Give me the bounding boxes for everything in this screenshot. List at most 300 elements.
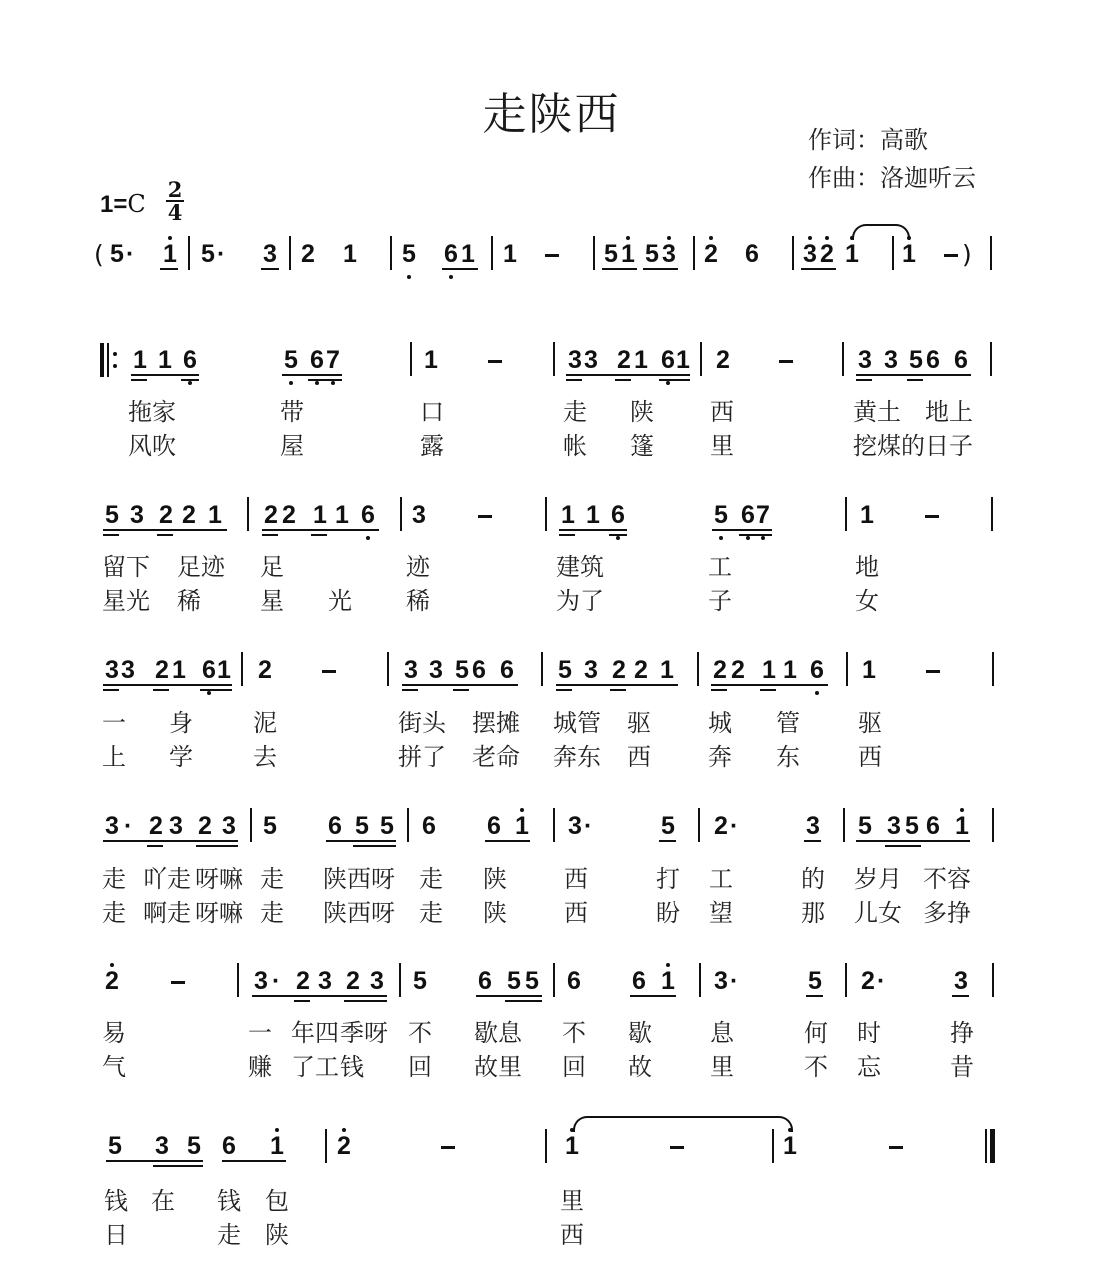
underline: [222, 1160, 286, 1162]
underline-2: [739, 534, 772, 536]
underline-2: [505, 1000, 542, 1002]
lyric-v1: 不: [408, 1019, 432, 1047]
note: 2: [258, 656, 272, 684]
note: 5: [105, 501, 119, 529]
intro-note-high: 1: [621, 240, 635, 268]
barline: [842, 342, 844, 376]
lyric-v2: 呀嘛: [195, 899, 243, 927]
barline: [491, 236, 493, 270]
lyric-v1: 包: [265, 1187, 289, 1215]
lyric-v2: 西: [858, 743, 882, 771]
lyric-v2: 奔东: [553, 743, 601, 771]
underline: [160, 268, 178, 270]
underline-2: [153, 689, 169, 691]
lyric-v2: 故里: [474, 1053, 522, 1081]
lyric-v2: 走: [419, 899, 443, 927]
lyric-v2: 老命: [472, 743, 520, 771]
barline: [188, 236, 190, 270]
underline: [103, 840, 238, 842]
augmentation-dot: ·: [730, 967, 739, 995]
underline: [856, 840, 970, 842]
barline: [400, 497, 402, 531]
lyric-v1: 迹: [406, 553, 430, 581]
barline: [992, 808, 994, 842]
lyric-v1: 息: [710, 1019, 734, 1047]
note: 6: [222, 1132, 236, 1160]
lyric-v2: 走: [217, 1221, 241, 1249]
note-high: 1: [783, 1132, 797, 1160]
underline: [252, 995, 387, 997]
note: 6: [422, 812, 436, 840]
note: 3: [887, 812, 901, 840]
underline-2: [609, 534, 627, 536]
intro-note-high: 1: [902, 240, 916, 268]
underline: [712, 529, 772, 531]
lyric-v2: 去: [253, 743, 277, 771]
time-signature: [166, 177, 184, 225]
intro-note: 5: [645, 240, 659, 268]
underline: [103, 529, 227, 531]
note: 1: [586, 501, 600, 529]
underline: [559, 529, 627, 531]
lyric-v2: 盼: [656, 899, 680, 927]
note: 1: [660, 656, 674, 684]
underline: [801, 268, 836, 270]
note-low: 7: [756, 501, 770, 529]
underline-2: [200, 689, 232, 691]
lyric-v1: 黄土: [853, 398, 901, 426]
lyric-v1: 挣: [950, 1019, 974, 1047]
note: 5: [380, 812, 394, 840]
note-low: 6: [310, 346, 324, 374]
note: 2: [346, 967, 360, 995]
note: 1: [217, 656, 231, 684]
sustain-dash: [926, 670, 940, 673]
lyric-v1: 钱: [217, 1187, 241, 1215]
note-high: 2: [105, 967, 119, 995]
lyric-v2: 风吹: [128, 432, 176, 460]
underline-2: [453, 689, 469, 691]
note: 3: [404, 656, 418, 684]
intro-note-high: 3: [662, 240, 676, 268]
note: 5: [525, 967, 539, 995]
note: 1: [676, 346, 690, 374]
barline: [407, 808, 409, 842]
song-title: 走陕西: [482, 89, 621, 140]
note-low: 6: [361, 501, 375, 529]
note: 5: [661, 812, 675, 840]
note-high: 1: [515, 812, 529, 840]
underline-2: [566, 379, 582, 381]
intro-note: 5: [604, 240, 618, 268]
underline-2: [856, 379, 872, 381]
lyric-v1: 身: [169, 709, 193, 737]
lyric-v1: 走: [563, 398, 587, 426]
underline-2: [344, 1000, 387, 1002]
lyric-v1: 不容: [923, 865, 971, 893]
lyric-v2: 为了: [556, 587, 604, 615]
note: 2: [731, 656, 745, 684]
barline: [553, 808, 555, 842]
note-low: 6: [661, 346, 675, 374]
note-low: 5: [284, 346, 298, 374]
note: 2: [634, 656, 648, 684]
note: 3: [121, 656, 135, 684]
lyric-v1: 陕西呀: [323, 865, 395, 893]
intro-note-low: 5: [402, 240, 416, 268]
lyric-v2: 陕: [483, 899, 507, 927]
lyric-v2: 了工: [291, 1053, 339, 1081]
lyric-v1: 陕: [483, 865, 507, 893]
note: 3: [858, 346, 872, 374]
note: 5: [355, 812, 369, 840]
note: 5: [263, 812, 277, 840]
note: 5: [413, 967, 427, 995]
lyric-v1: 驱: [858, 709, 882, 737]
underline-2: [659, 379, 690, 381]
underline: [804, 840, 821, 842]
lyric-v2: 望: [709, 899, 733, 927]
note: 1: [762, 656, 776, 684]
lyric-v1: 里: [560, 1187, 584, 1215]
underline-2: [181, 379, 199, 381]
note: 6: [954, 346, 968, 374]
lyric-v2: 挖煤的日子: [853, 432, 973, 460]
tie-slur: [852, 224, 910, 240]
lyric-v1: 管: [776, 709, 800, 737]
note-low: 6: [611, 501, 625, 529]
intro-note: 5: [110, 240, 124, 268]
lyric-v1: 走: [260, 865, 284, 893]
note: 5: [909, 346, 923, 374]
augmentation-dot: ·: [124, 812, 133, 840]
lyric-v1: 季呀: [340, 1019, 388, 1047]
note: 3: [412, 501, 426, 529]
underline-2: [262, 534, 278, 536]
note: 6: [567, 967, 581, 995]
lyric-v1: 拖家: [128, 398, 176, 426]
underline: [402, 684, 518, 686]
sustain-dash: [670, 1146, 684, 1149]
note: 2: [296, 967, 310, 995]
lyric-v2: 稀: [406, 587, 430, 615]
lyric-v1: 的: [801, 865, 825, 893]
underline: [659, 840, 676, 842]
augmentation-dot: ·: [730, 812, 739, 840]
note: 3: [584, 656, 598, 684]
lyric-v2: 星: [260, 587, 284, 615]
note: 3: [155, 1132, 169, 1160]
note: 3: [318, 967, 332, 995]
lyric-v2: 陕: [265, 1221, 289, 1249]
underline: [261, 268, 279, 270]
augmentation-dot: ·: [272, 967, 281, 995]
barline: [992, 652, 994, 686]
lyric-v1: 建筑: [556, 553, 604, 581]
lyric-v1: 城管: [553, 709, 601, 737]
lyric-v1: 呀嘛: [195, 865, 243, 893]
note: 2: [149, 812, 163, 840]
lyric-v1: 歇: [628, 1019, 652, 1047]
underline: [476, 995, 542, 997]
note: 1: [862, 656, 876, 684]
intro-open-paren: (: [94, 240, 104, 269]
lyric-v1: 吖走: [143, 865, 191, 893]
barline: [846, 652, 848, 686]
intro-note-low: 6: [444, 240, 458, 268]
lyric-v1: 钱: [104, 1187, 128, 1215]
note: 3: [806, 812, 820, 840]
sustain-dash: [925, 515, 939, 518]
underline-2: [131, 379, 147, 381]
augmentation-dot: ·: [877, 967, 886, 995]
composer-credit: 作曲：洛迦听云: [808, 164, 976, 192]
lyric-v2: 西: [560, 1221, 584, 1249]
lyric-v1: 不: [562, 1019, 586, 1047]
underline: [442, 268, 478, 270]
note-low: 6: [810, 656, 824, 684]
note: 3: [584, 346, 598, 374]
note: 1: [424, 346, 438, 374]
note: 3: [130, 501, 144, 529]
note: 1: [335, 501, 349, 529]
underline-2: [308, 379, 342, 381]
lyric-v2: 西: [564, 899, 588, 927]
lyric-v2: 日: [104, 1221, 128, 1249]
lyric-v2: 女: [855, 587, 879, 615]
lyric-v1: 留下: [102, 553, 150, 581]
underline: [711, 684, 828, 686]
barline: [845, 497, 847, 531]
lyric-v2: 不: [804, 1053, 828, 1081]
note-high: 1: [565, 1132, 579, 1160]
key-equals: =: [113, 191, 128, 218]
lyric-v1: 一: [248, 1019, 272, 1047]
underline-2: [556, 689, 572, 691]
intro-note: 1: [503, 240, 517, 268]
barline: [325, 1129, 327, 1163]
barline: [553, 963, 555, 997]
note: 3: [169, 812, 183, 840]
note: 1: [313, 501, 327, 529]
lyric-v2: 拼了: [398, 743, 446, 771]
lyric-v2: 光: [328, 587, 352, 615]
intro-note-high: 2: [704, 240, 718, 268]
intro-note: 5: [201, 240, 215, 268]
underline-2: [153, 1165, 203, 1167]
note: 2: [182, 501, 196, 529]
lyric-v1: 岁月: [854, 865, 902, 893]
note: 2: [861, 967, 875, 995]
note: 5: [507, 967, 521, 995]
lyric-v2: 儿女: [854, 899, 902, 927]
lyricist-credit: 作词：高歌: [808, 126, 928, 154]
note: 5: [455, 656, 469, 684]
lyric-v2: 钱: [340, 1053, 364, 1081]
note: 2: [716, 346, 730, 374]
barline: [992, 963, 994, 997]
underline-2: [311, 534, 327, 536]
lyric-v2: 气: [102, 1053, 126, 1081]
time-numerator: 2: [167, 177, 183, 202]
underline-2: [402, 689, 418, 691]
note: 2: [155, 656, 169, 684]
underline-2: [907, 379, 923, 381]
underline: [566, 374, 690, 376]
lyric-v1: 打: [656, 865, 680, 893]
underline: [556, 684, 678, 686]
lyric-v1: 摆摊: [472, 709, 520, 737]
note: 2: [198, 812, 212, 840]
barline: [545, 497, 547, 531]
lyric-v2: 东: [776, 743, 800, 771]
lyric-v2: 啊走: [143, 899, 191, 927]
sustain-dash: [779, 360, 793, 363]
underline: [630, 995, 676, 997]
lyric-v2: 昔: [950, 1053, 974, 1081]
lyric-v2: 里: [710, 1053, 734, 1081]
note: 2: [159, 501, 173, 529]
lyric-v1: 城: [708, 709, 732, 737]
lyric-v1: 街头: [398, 709, 446, 737]
barline: [387, 652, 389, 686]
time-denominator: 4: [167, 200, 183, 225]
lyric-v1: 泥: [253, 709, 277, 737]
barline: [991, 497, 993, 531]
tie-slur: [573, 1116, 793, 1132]
lyric-v2: 露: [420, 432, 444, 460]
underline: [952, 995, 969, 997]
intro-note: 2: [301, 240, 315, 268]
note: 1: [783, 656, 797, 684]
lyric-v1: 工: [709, 865, 733, 893]
sustain-dash: [478, 515, 492, 518]
barline: [772, 1129, 774, 1163]
note: 1: [634, 346, 648, 374]
sustain-dash: [944, 254, 958, 257]
note: 3: [429, 656, 443, 684]
barline: [990, 342, 992, 376]
underline-2: [353, 845, 396, 847]
augmentation-dot: ·: [217, 240, 226, 268]
sustain-dash: [545, 254, 559, 257]
barline: [250, 808, 252, 842]
intro-note: 6: [745, 240, 759, 268]
augmentation-dot: ·: [584, 812, 593, 840]
lyric-v2: 星光: [102, 587, 150, 615]
barline: [390, 236, 392, 270]
note: 5: [187, 1132, 201, 1160]
note: 6: [926, 812, 940, 840]
barline: [700, 342, 702, 376]
note-high: 1: [270, 1132, 284, 1160]
lyric-v2: 忘: [857, 1053, 881, 1081]
lyric-v1: 在: [151, 1187, 175, 1215]
lyric-v2: 赚: [248, 1053, 272, 1081]
note: 6: [328, 812, 342, 840]
lyric-v2: 回: [408, 1053, 432, 1081]
lyric-v1: 一: [102, 709, 126, 737]
note: 2: [713, 656, 727, 684]
barline: [399, 963, 401, 997]
lyric-v2: 故: [628, 1053, 652, 1081]
lyric-v2: 篷: [630, 432, 654, 460]
underline: [485, 840, 530, 842]
barline: [845, 963, 847, 997]
lyric-v1: 何: [804, 1019, 828, 1047]
lyric-v2: 屋: [280, 432, 304, 460]
lyric-v1: 走: [419, 865, 443, 893]
note: 5: [108, 1132, 122, 1160]
note: 1: [172, 656, 186, 684]
note: 2: [617, 346, 631, 374]
note-low: 6: [202, 656, 216, 684]
barline: [792, 236, 794, 270]
underline-2: [885, 845, 921, 847]
key-letter: C: [127, 190, 146, 218]
lyric-v2: 子: [708, 587, 732, 615]
lyric-v2: 回: [562, 1053, 586, 1081]
lyric-v1: 驱: [627, 709, 651, 737]
lyric-v2: 上: [102, 743, 126, 771]
note: 1: [561, 501, 575, 529]
note: 2: [264, 501, 278, 529]
note-high: 1: [955, 812, 969, 840]
underline: [602, 268, 637, 270]
note: 1: [860, 501, 874, 529]
underline-2: [103, 689, 119, 691]
note-low: 7: [326, 346, 340, 374]
note: 5: [558, 656, 572, 684]
barline: [553, 342, 555, 376]
underline-2: [196, 845, 238, 847]
barline: [289, 236, 291, 270]
lyric-v2: 西: [627, 743, 651, 771]
note: 1: [208, 501, 222, 529]
barline: [990, 236, 992, 270]
sustain-dash: [171, 981, 185, 984]
underline-2: [147, 845, 163, 847]
note: 1: [158, 346, 172, 374]
barline: [697, 652, 699, 686]
note: 5: [808, 967, 822, 995]
underline: [282, 374, 342, 376]
underline-2: [559, 534, 575, 536]
underline: [326, 840, 396, 842]
lyric-v1: 走: [102, 865, 126, 893]
note: 3: [954, 967, 968, 995]
lyric-v2: 奔: [708, 743, 732, 771]
lyric-v2: 那: [801, 899, 825, 927]
intro-note: 1: [461, 240, 475, 268]
underline-2: [610, 689, 626, 691]
barline: [545, 1129, 547, 1163]
lyric-v1: 年四: [291, 1019, 339, 1047]
underline-2: [103, 534, 119, 536]
lyric-v1: 西: [564, 865, 588, 893]
note: 6: [500, 656, 514, 684]
note: 3: [105, 812, 119, 840]
underline: [262, 529, 379, 531]
lyric-v1: 工: [708, 553, 732, 581]
barline: [892, 236, 894, 270]
barline: [693, 236, 695, 270]
note: 3: [568, 346, 582, 374]
barline: [843, 808, 845, 842]
intro-note-high: 1: [163, 240, 177, 268]
lyric-v1: 带: [280, 398, 304, 426]
intro-note-high: 3: [803, 240, 817, 268]
